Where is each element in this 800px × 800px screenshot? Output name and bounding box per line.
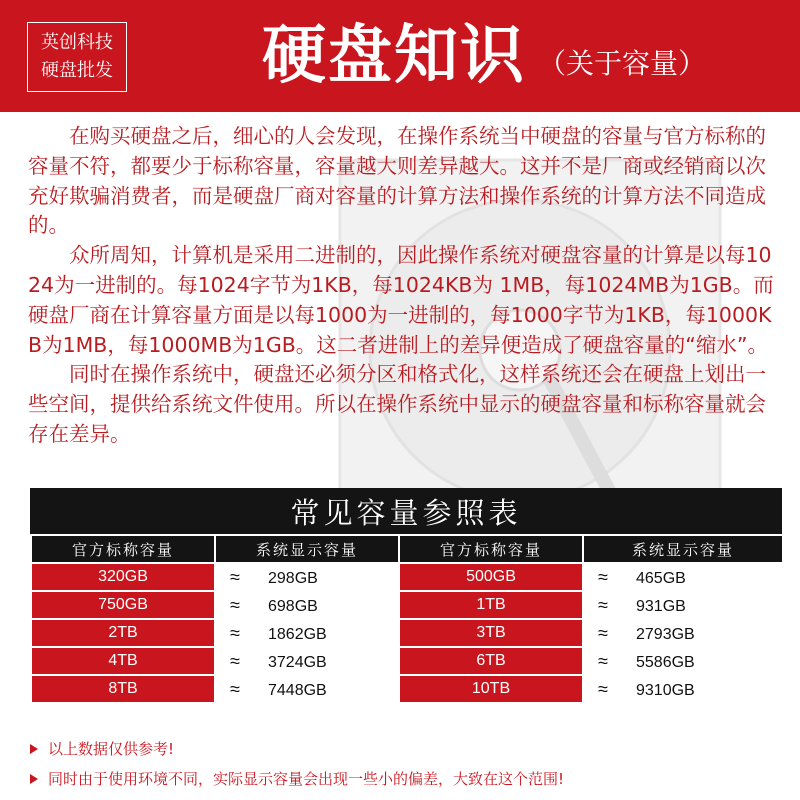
- system-capacity: [215, 591, 399, 619]
- official-capacity: 500GB: [399, 563, 583, 591]
- header-official-2: 官方标称容量: [399, 535, 583, 563]
- header-system-1: 系统显示容量: [215, 535, 399, 563]
- approx-icon: ≈: [230, 678, 240, 699]
- official-capacity: 2TB: [31, 619, 215, 647]
- official-capacity: 8TB: [31, 675, 215, 703]
- table-row: [31, 647, 783, 675]
- system-capacity-value: 298GB: [268, 569, 318, 587]
- page-title: 硬盘知识: [262, 19, 526, 93]
- system-capacity: [583, 563, 783, 591]
- official-capacity: 3TB: [399, 619, 583, 647]
- table-row: [31, 591, 783, 619]
- paragraph-partition: 同时在操作系统中，硬盘还必须分区和格式化，这样系统还会在硬盘上划出一些空间，提供给系统文件使用。所以在操作系统中显示的硬盘容量和标称容量就会存在差异。: [28, 362, 766, 446]
- triangle-bullet-icon: [30, 774, 38, 784]
- approx-icon: ≈: [230, 594, 240, 615]
- system-capacity: [583, 647, 783, 675]
- capacity-reference-table: [30, 488, 782, 704]
- official-capacity: 1TB: [399, 591, 583, 619]
- approx-icon: ≈: [230, 622, 240, 643]
- table-header-row: [31, 535, 783, 563]
- note-text: 以上数据仅供参考!: [48, 740, 175, 758]
- system-capacity: [583, 619, 783, 647]
- official-capacity: 4TB: [31, 647, 215, 675]
- approx-icon: ≈: [598, 566, 608, 587]
- official-capacity: 6TB: [399, 647, 583, 675]
- table-title: 常见容量参照表: [290, 495, 522, 530]
- paragraph-binary: 众所周知，计算机是采用二进制的，因此操作系统对硬盘容量的计算是以每1024为一进制的。每1024字节为1KB，每1024KB为 1MB，每1024MB为1GB。而硬盘厂商在计算容量方面是以每1000为一进制的，每1000字节为1KB，每1000KB为1MB，每1000MB为1GB。这二者进制上的差异便造成了硬盘容量的“缩水”。: [28, 243, 774, 357]
- official-capacity: 10TB: [399, 675, 583, 703]
- system-capacity-value: 2793GB: [636, 625, 695, 643]
- system-capacity: [215, 647, 399, 675]
- note-item: [30, 764, 780, 794]
- table-row: [31, 675, 783, 703]
- system-capacity-value: 9310GB: [636, 681, 695, 699]
- badge-line-1: 英创科技: [41, 32, 113, 53]
- note-item: [30, 734, 780, 764]
- system-capacity: [215, 563, 399, 591]
- table-row: [31, 563, 783, 591]
- paragraph-purchase: 在购买硬盘之后，细心的人会发现，在操作系统当中硬盘的容量与官方标称的容量不符，都要少于标称容量，容量越大则差异越大。这并不是厂商或经销商以次充好欺骗消费者，而是硬盘厂商对容量的计算方法和操作系统的计算方法不同造成的。: [28, 124, 766, 238]
- system-capacity: [215, 619, 399, 647]
- article-body: [28, 122, 776, 450]
- system-capacity-value: 5586GB: [636, 653, 695, 671]
- header-banner: [0, 0, 800, 112]
- note-text: 同时由于使用环境不同，实际显示容量会出现一些小的偏差，大致在这个范围!: [48, 770, 565, 788]
- system-capacity-value: 7448GB: [268, 681, 327, 699]
- approx-icon: ≈: [230, 566, 240, 587]
- official-capacity: 320GB: [31, 563, 215, 591]
- system-capacity-value: 931GB: [636, 597, 686, 615]
- page-subtitle: （关于容量）: [538, 47, 707, 80]
- approx-icon: ≈: [598, 594, 608, 615]
- table-row: [31, 619, 783, 647]
- brand-badge: [27, 22, 127, 92]
- approx-icon: ≈: [598, 622, 608, 643]
- capacity-table: [30, 534, 784, 704]
- approx-icon: ≈: [230, 650, 240, 671]
- header-official-1: 官方标称容量: [31, 535, 215, 563]
- header-system-2: 系统显示容量: [583, 535, 783, 563]
- triangle-bullet-icon: [30, 744, 38, 754]
- system-capacity-value: 1862GB: [268, 625, 327, 643]
- footnotes: [30, 734, 780, 794]
- approx-icon: ≈: [598, 678, 608, 699]
- system-capacity-value: 465GB: [636, 569, 686, 587]
- system-capacity: [215, 675, 399, 703]
- system-capacity: [583, 591, 783, 619]
- badge-line-2: 硬盘批发: [41, 60, 113, 81]
- official-capacity: 750GB: [31, 591, 215, 619]
- approx-icon: ≈: [598, 650, 608, 671]
- system-capacity-value: 698GB: [268, 597, 318, 615]
- system-capacity-value: 3724GB: [268, 653, 327, 671]
- system-capacity: [583, 675, 783, 703]
